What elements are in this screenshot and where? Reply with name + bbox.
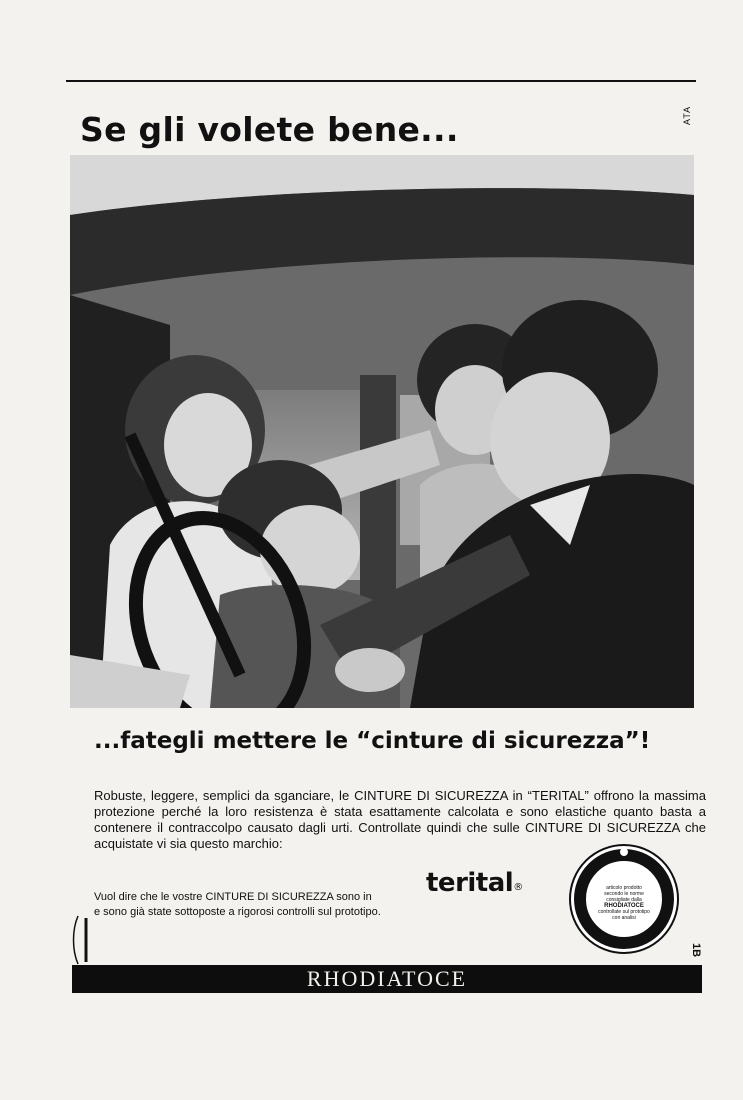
publisher-stamp-icon — [70, 910, 100, 970]
subheadline: ...fategli mettere le “cinture di sicurezza”! — [94, 728, 651, 754]
terital-logo — [426, 868, 523, 898]
seal-brand: RHODIATOCE — [604, 903, 644, 909]
seal-line-2: controllate sul prototipo con analisi — [598, 909, 650, 921]
family-car-illustration — [70, 155, 694, 708]
terital-wordmark: terital — [426, 868, 514, 898]
seal-line-1: articolo prodotto secondo le norme consigliate dalla — [604, 885, 644, 903]
family-car-photo — [70, 155, 694, 708]
company-banner — [72, 965, 702, 993]
seal-text — [596, 885, 652, 921]
registered-symbol: ® — [513, 882, 523, 893]
page-number: 1B — [690, 943, 702, 958]
body-paragraph: Robuste, leggere, semplici da sganciare, le CINTURE DI SICUREZZA in “TERITAL” offrono la massima protezione perché la loro resistenza è stata esattamente calcolata e sono elastiche quanto basta a contenere il contraccolpo causato dagli urti. Controllate quindi che sulle CINTURE DI SICUREZZA che acquistate vi sia questo marchio: — [94, 788, 706, 851]
company-name: RHODIATOCE — [306, 966, 468, 991]
mark-line-2: e sono già state sottoposte a rigorosi controlli sul prototipo. — [94, 906, 381, 918]
side-code: ATA — [682, 105, 692, 125]
mark-explanation — [94, 890, 424, 920]
top-rule — [66, 80, 696, 82]
headline: Se gli volete bene... — [80, 110, 459, 149]
mark-line-1: Vuol dire che le vostre CINTURE DI SICUREZZA sono in — [94, 891, 372, 903]
